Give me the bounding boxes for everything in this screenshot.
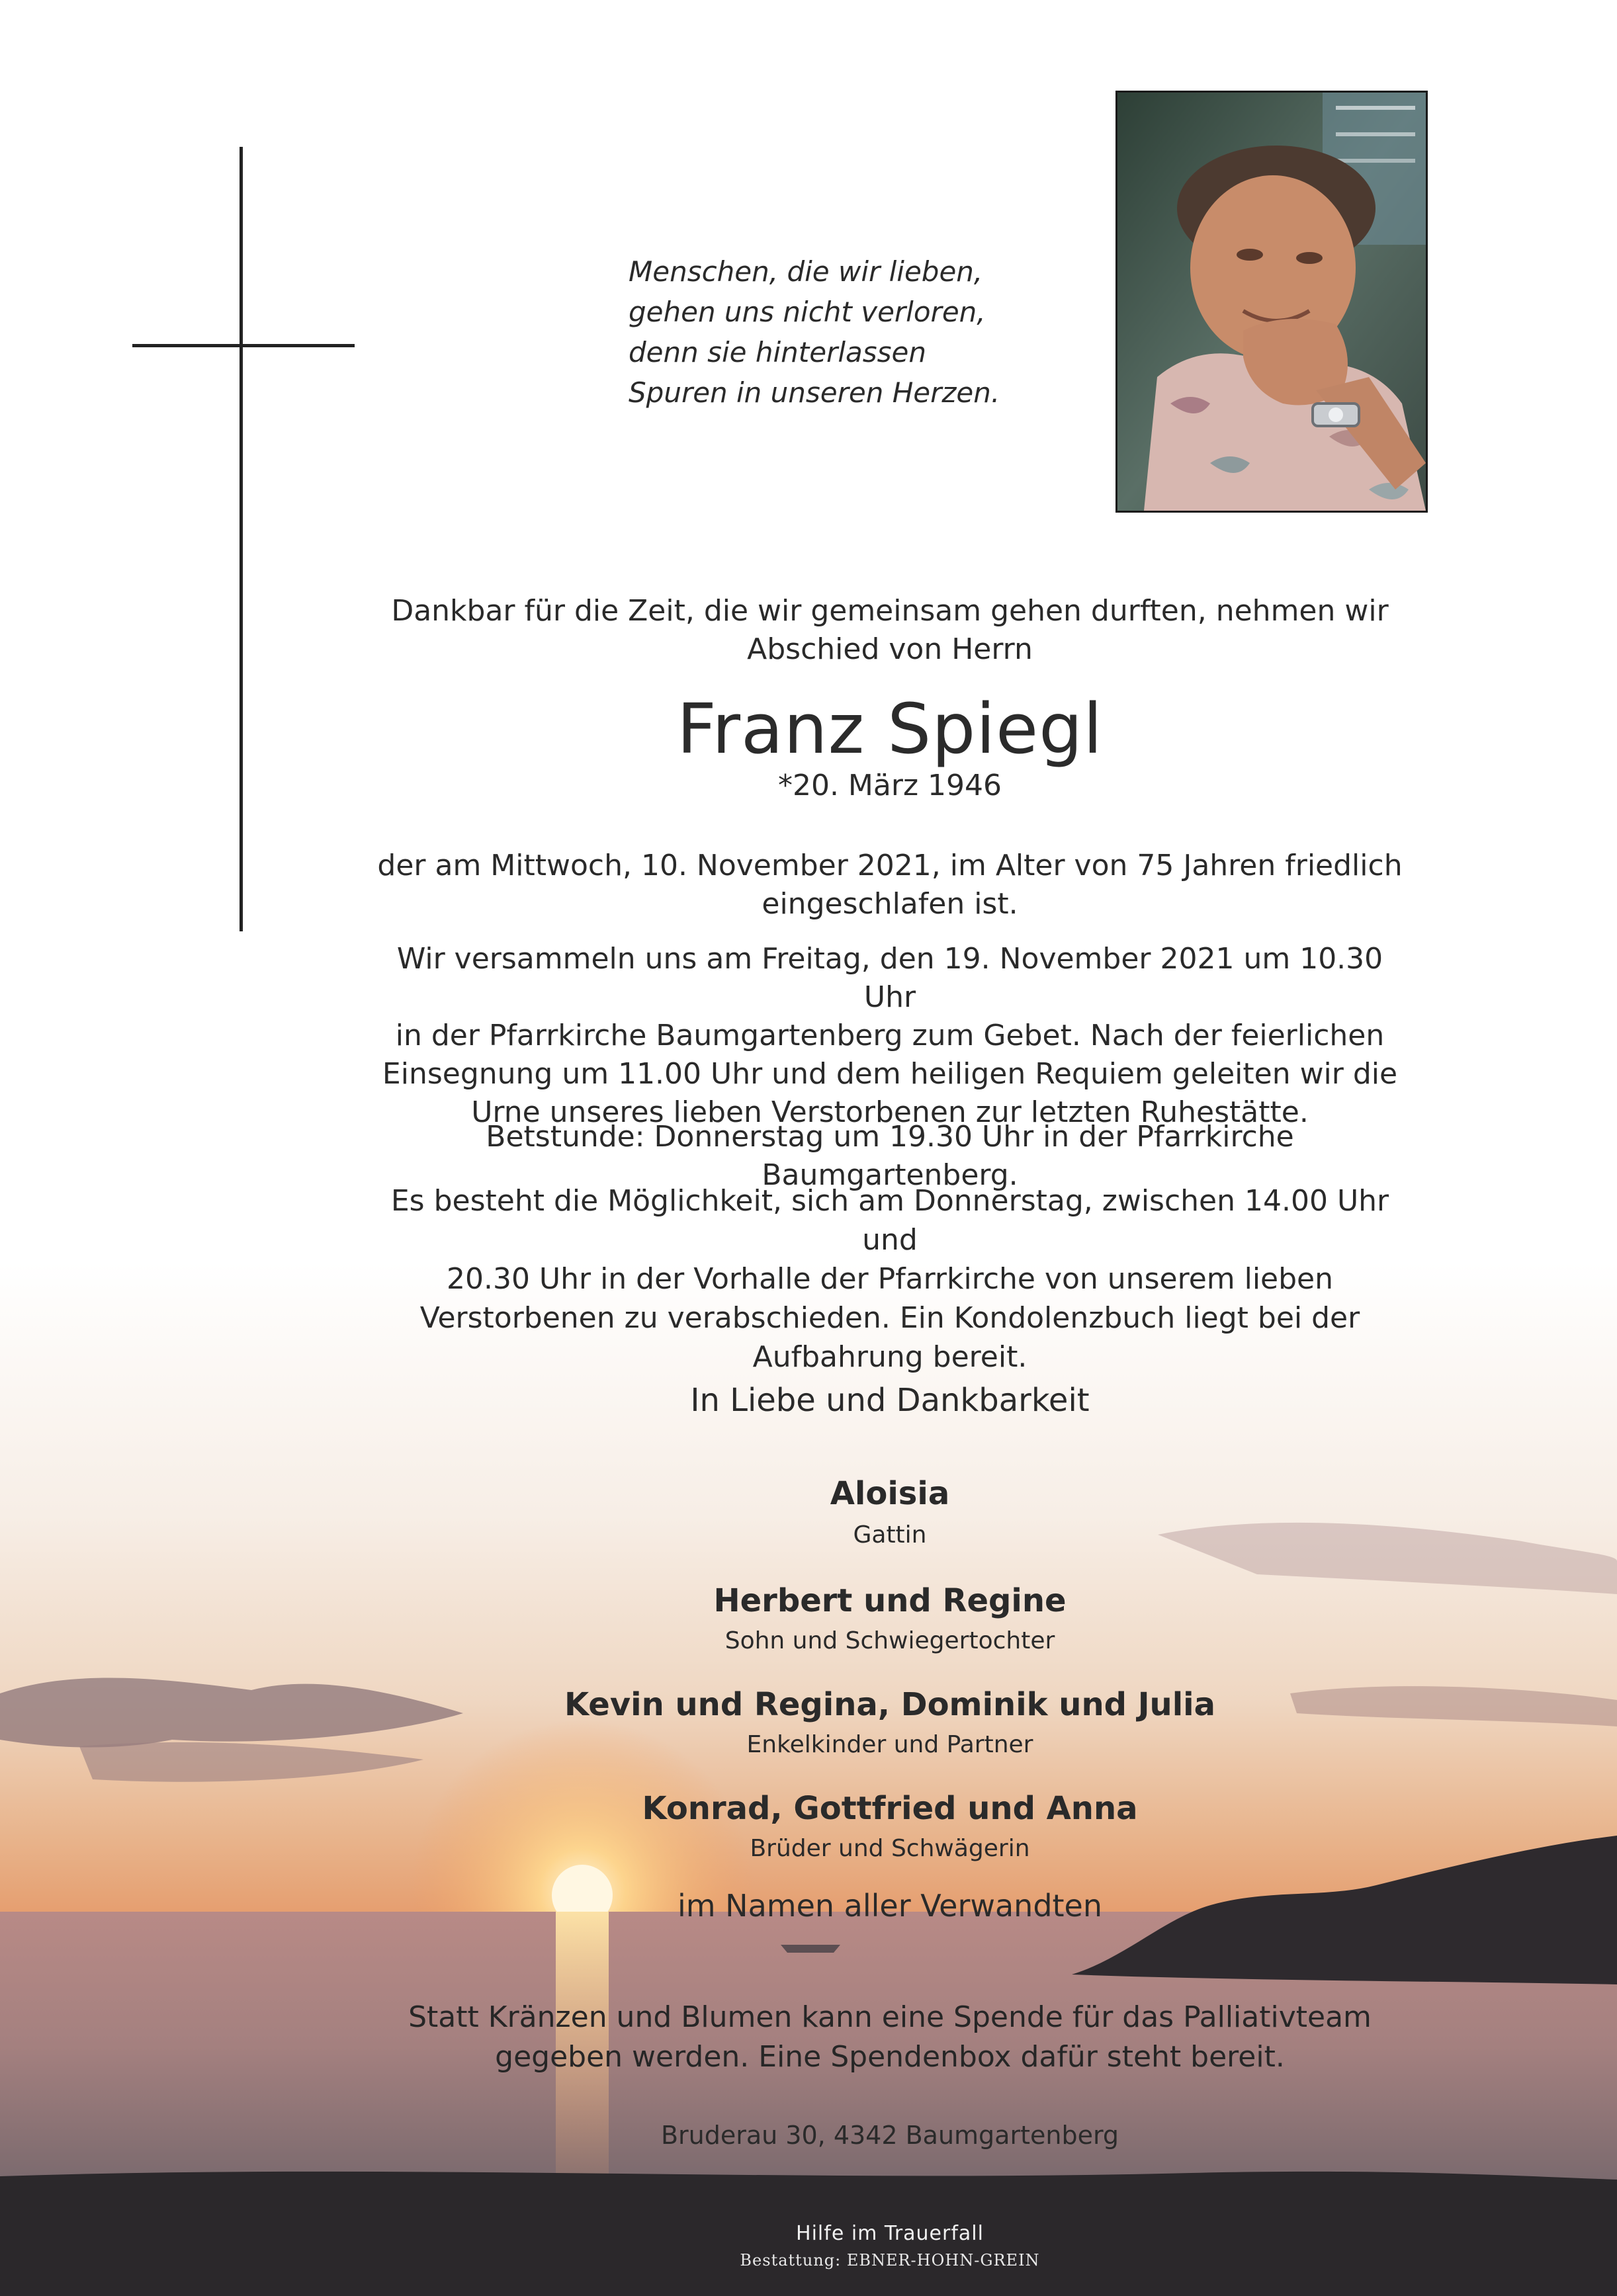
intro-line: Dankbar für die Zeit, die wir gemeinsam gehen durften, nehmen wir (391, 594, 1389, 628)
family-member-role: Enkelkinder und Partner (746, 1731, 1033, 1758)
portrait-photo (1115, 91, 1428, 513)
donation-line: Statt Kränzen und Blumen kann eine Spende für das Palliativteam (408, 2000, 1372, 2034)
deceased-name: Franz Spiegl (676, 689, 1104, 769)
service-line: in der Pfarrkirche Baumgartenberg zum Gebet. Nach der feierlichen (395, 1019, 1385, 1052)
viewing-line: Es besteht die Möglichkeit, sich am Donnerstag, zwischen 14.00 Uhr und (390, 1184, 1389, 1257)
death-notice-line: der am Mittwoch, 10. November 2021, im Alter von 75 Jahren friedlich (377, 849, 1403, 882)
intro-text (371, 592, 1409, 669)
family-member-role: Sohn und Schwiegertochter (724, 1627, 1055, 1654)
donation-note (371, 1998, 1409, 2077)
intro-line: Abschied von Herrn (747, 632, 1033, 666)
family-member-role: Brüder und Schwägerin (750, 1835, 1030, 1862)
cross-horizontal-beam (132, 344, 355, 347)
family-member-name: Konrad, Gottfried und Anna (642, 1790, 1138, 1827)
donation-line: gegeben werden. Eine Spendenbox dafür steht bereit. (495, 2040, 1285, 2074)
service-line: Einsegnung um 11.00 Uhr und dem heiligen Requiem geleiten wir die (382, 1057, 1398, 1091)
viewing-details (371, 1181, 1409, 1377)
death-notice (371, 847, 1409, 923)
service-line: Wir versammeln uns am Freitag, den 19. November 2021 um 10.30 Uhr (396, 942, 1383, 1014)
memorial-quote (629, 251, 1026, 413)
viewing-line: Aufbahrung bereit. (752, 1340, 1027, 1374)
service-details (371, 940, 1409, 1132)
viewing-line: Verstorbenen zu verabschieden. Ein Kondolenzbuch liegt bei der (419, 1301, 1360, 1335)
service-line: Urne unseres lieben Verstorbenen zur letzten Ruhestätte. (471, 1095, 1309, 1129)
quote-line: denn sie hinterlassen (629, 336, 926, 368)
family-member-name: Aloisia (830, 1475, 950, 1512)
footer-funeral-home: Bestattung: EBNER-HOHN-GREIN (740, 2251, 1040, 2270)
quote-line: Spuren in unseren Herzen. (629, 376, 1000, 409)
death-notice-line: eingeschlafen ist. (762, 887, 1018, 921)
viewing-line: 20.30 Uhr in der Vorhalle der Pfarrkirche von unserem lieben (446, 1262, 1334, 1296)
quote-line: Menschen, die wir lieben, (629, 255, 983, 288)
relatives-line: im Namen aller Verwandten (677, 1888, 1103, 1924)
footer-help: Hilfe im Trauerfall (796, 2222, 984, 2245)
family-member-name: Kevin und Regina, Dominik und Julia (564, 1686, 1216, 1723)
family-member-role: Gattin (853, 1521, 927, 1549)
family-address: Bruderau 30, 4342 Baumgartenberg (660, 2121, 1119, 2150)
closing-phrase: In Liebe und Dankbarkeit (690, 1382, 1090, 1419)
quote-line: gehen uns nicht verloren, (629, 296, 986, 328)
birth-date: *20. März 1946 (777, 769, 1002, 802)
prayer-hour: Betstunde: Donnerstag um 19.30 Uhr in der Pfarrkirche Baumgartenberg. (486, 1120, 1294, 1192)
cross-vertical-beam (240, 147, 243, 931)
family-member-name: Herbert und Regine (713, 1582, 1067, 1619)
